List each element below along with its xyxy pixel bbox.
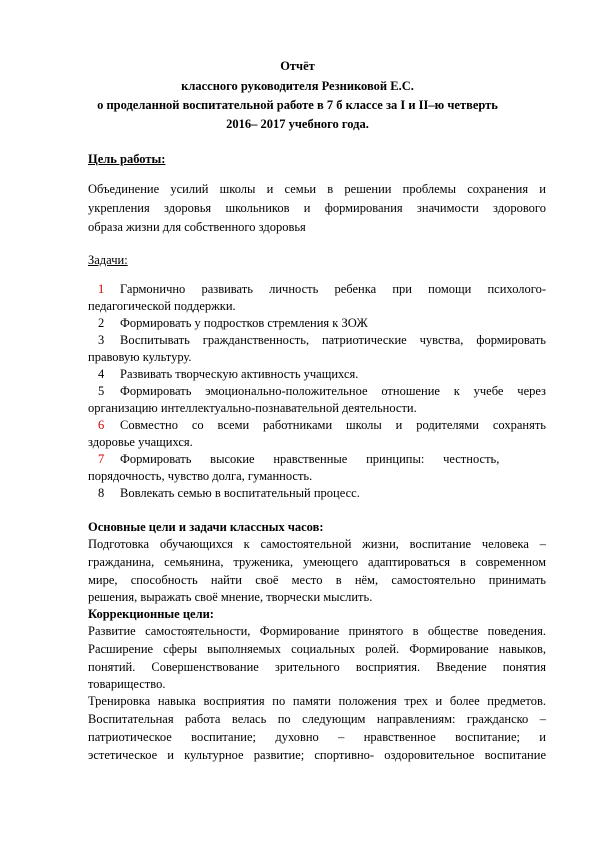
correction-line-8: эстетическое и культурное развитие; спортивно- оздоровительное воспитание [88,748,546,762]
class-hours-label: Основные цели и задачи классных часов: [88,520,324,534]
goal-line-1: Объединение усилий школы и семьи в решении проблемы сохранения и [88,182,546,196]
correction-line-1: Развитие самостоятельности, Формирование принятого в обществе поведения. [88,624,546,638]
class-hours-line-4: решения, выражать своё мнение, творчески мыслить. [88,590,373,604]
document-subtitle-author: классного руководителя Резниковой Е.С. [181,79,414,93]
document-subtitle-scope: о проделанной воспитательной работе в 7 б классе за I и II–ю четверть [97,98,498,112]
goal-line-3: образа жизни для собственного здоровья [88,220,306,234]
task-number-7: 7 [98,452,105,466]
goal-label: Цель работы: [88,152,166,166]
task-4-line-1: Развивать творческую активность учащихся. [120,367,359,381]
correction-label: Коррекционные цели: [88,607,214,621]
correction-line-4: товарищество. [88,677,166,691]
tasks-label: Задачи: [88,253,128,267]
task-7-line-1: Формировать высокие нравственные принципы: честность, [120,452,500,466]
task-3-line-2: правовую культуру. [88,350,192,364]
task-5-line-2: организацию интеллектуально-познавательной деятельности. [88,401,417,415]
task-6-line-1: Совместно со всеми работниками школы и родителями сохранять [120,418,546,432]
task-2-line-1: Формировать у подростков стремления к ЗОЖ [120,316,368,330]
correction-line-7: патриотическое воспитание; духовно – нравственное воспитание; и [88,730,546,744]
goal-line-2: укрепления здоровья школьников и формирования значимости здорового [88,201,546,215]
task-number-6: 6 [98,418,105,432]
task-3-line-1: Воспитывать гражданственность, патриотические чувства, формировать [120,333,546,347]
task-1-line-1: Гармонично развивать личность ребенка при помощи психолого- [120,282,546,296]
correction-line-3: понятий. Совершенствование зрительного восприятия. Введение понятия [88,660,546,674]
task-number-8: 8 [98,486,105,500]
task-6-line-2: здоровье учащихся. [88,435,193,449]
correction-line-6: Воспитательная работа велась по следующим направлениям: гражданско – [88,712,546,726]
class-hours-line-2: гражданина, семьянина, труженика, умеющего адаптироваться в современном [88,555,546,569]
task-number-2: 2 [98,316,105,330]
task-7-line-2: порядочность, чувство долга, гуманность. [88,469,313,483]
correction-line-5: Тренировка навыка восприятия по памяти положения трех и более предметов. [88,694,546,708]
correction-line-2: Расширение сферы выполняемых социальных ролей. Формирование навыков, [88,642,546,656]
task-1-line-2: педагогической поддержки. [88,299,236,313]
task-8-line-1: Вовлекать семью в воспитательный процесс. [120,486,360,500]
task-number-3: 3 [98,333,105,347]
document-subtitle-year: 2016– 2017 учебного года. [226,117,369,131]
class-hours-line-3: мире, способность найти своё место в нём, самостоятельно принимать [88,573,546,587]
class-hours-line-1: Подготовка обучающихся к самостоятельной жизни, воспитание человека – [88,537,546,551]
task-number-4: 4 [98,367,105,381]
document-title: Отчёт [280,59,315,73]
task-number-1: 1 [98,282,105,296]
task-5-line-1: Формировать эмоционально-положительное отношение к учебе через [120,384,546,398]
task-number-5: 5 [98,384,105,398]
